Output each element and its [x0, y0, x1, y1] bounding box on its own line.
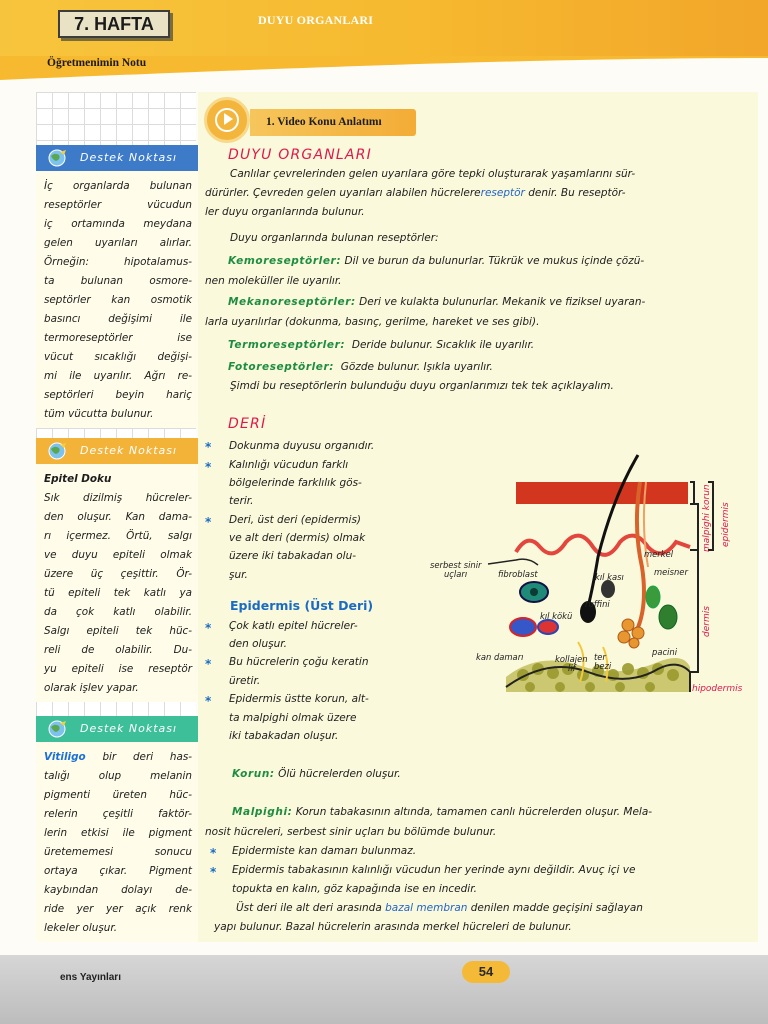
text-fragment: Üst deri ile alt deri arasında: [236, 902, 382, 914]
malpighi-term: Malpighi:: [232, 806, 293, 818]
mechanoreceptor-term: Mekanoreseptörler:: [228, 296, 356, 308]
globe-icon: [46, 148, 68, 168]
malpighi-bullet-2-line: Epidermis tabakasının kalınlığı vücudun her yerinde aynı değildir. Avuç içi ve: [232, 864, 636, 876]
skin-bullet-2-line: Kalınlığı vücudun farklı: [229, 459, 349, 471]
receptor-term: reseptör: [480, 187, 525, 199]
text-line: vücut sıcaklığı değişi-: [44, 351, 192, 363]
text-line: ride yer yer açık renk: [44, 903, 192, 915]
bullet-star: *: [205, 657, 212, 671]
footer-band: [0, 955, 768, 1024]
malpighi-bullet-1: Epidermiste kan damarı bulunmaz.: [232, 845, 417, 857]
epidermis-bullet-3-line: Epidermis üstte korun, alt-: [229, 693, 369, 705]
support-box-subtitle: Epitel Doku: [44, 473, 112, 485]
text-fragment: bir deri has-: [102, 751, 192, 763]
skin-bullet-1: Dokunma duyusu organıdır.: [229, 440, 375, 452]
text-fragment: denilen madde geçişini sağlayan: [470, 902, 643, 914]
korun-term: Korun:: [232, 768, 275, 780]
text-line: İç organlarda bulunan: [44, 180, 192, 192]
bullet-star: *: [205, 460, 212, 474]
text-line: rı içermez. Örtü, salgı: [44, 530, 192, 542]
closing-line: Şimdi bu reseptörlerin bulunduğu duyu organlarımızı tek tek açıklayalım.: [230, 380, 614, 392]
chemoreceptor-term: Kemoreseptörler:: [228, 255, 342, 267]
text-fragment: Deride bulunur. Sıcaklık ile uyarılır.: [351, 339, 535, 351]
skin-diagram: [428, 447, 758, 702]
text-line: üzere üç çeşittir. Ör-: [44, 568, 192, 580]
bullet-star: *: [205, 515, 212, 529]
text-line: üretememesi sonucu: [44, 846, 192, 858]
text-fragment: Deri ve kulakta bulunurlar. Mekanik ve fiziksel uyaran-: [359, 296, 646, 308]
text-line: den oluşur. Kan dama-: [44, 511, 192, 523]
label-hipodermis: hipodermis: [692, 684, 743, 694]
text-line: ve duyu epiteli olmak: [44, 549, 192, 561]
kil-kasi: [601, 580, 615, 598]
text-line: pigmenti üreten hüc-: [44, 789, 192, 801]
text-line: kaybından dolayı de-: [44, 884, 192, 896]
bullet-star: *: [205, 440, 212, 454]
epidermis-bullet-1-line: Çok katlı epitel hücreler-: [229, 620, 358, 632]
text-line: tü epiteli tek katlı ya: [44, 587, 192, 599]
support-box-header: [36, 716, 198, 742]
epidermis-bullet-2-line: üretir.: [229, 675, 261, 687]
section-title-sense-organs: DUYU ORGANLARI: [228, 147, 372, 163]
section-title-skin: DERİ: [228, 416, 267, 432]
bullet-star: *: [210, 865, 217, 879]
text-line: [44, 748, 192, 767]
bullet-star: *: [205, 694, 212, 708]
bullet-star: *: [205, 621, 212, 635]
text-fragment: Korun tabakasının altında, tamamen canlı hücrelerden oluşur. Mela-: [295, 806, 653, 818]
text-line: basıncı değişimi ile: [44, 313, 192, 325]
unit-title: DUYU ORGANLARI: [258, 13, 374, 27]
photoreceptor-term: Fotoreseptörler:: [228, 361, 335, 373]
support-box-text: [36, 464, 198, 702]
label-hair-muscle: kıl kası: [595, 572, 624, 582]
support-box-title: Destek Noktası: [80, 444, 178, 457]
text-line: gelen uyarıları alırlar.: [44, 237, 192, 249]
text-line: septörleri beyin hariç: [44, 389, 192, 401]
mechanoreceptor-line-2: larla uyarılırlar (dokunma, basınç, gerilme, hareket ve ses gibi).: [205, 316, 540, 328]
support-box-1: [36, 145, 198, 428]
globe-icon: [46, 441, 68, 461]
text-line: reseptörler vücudun: [44, 199, 192, 211]
video-lesson-label[interactable]: 1. Video Konu Anlatımı: [266, 116, 382, 128]
korun-line: [232, 768, 401, 780]
text-line: yu epiteli ise reseptör: [44, 663, 192, 675]
chemoreceptor-line-2: nen moleküller ile uyarılır.: [205, 275, 342, 287]
skin-bullet-3-line: üzere iki tabakadan olu-: [229, 550, 357, 562]
label-free-nerve: serbest sinir: [430, 560, 482, 570]
label-free-nerve: uçları: [444, 569, 468, 579]
label-merkel: merkel: [644, 549, 674, 559]
text-line: olarak işlev yapar.: [44, 682, 139, 694]
label-epidermis: epidermis: [721, 502, 731, 547]
text-fragment: Gözde bulunur. Işıkla uyarılır.: [340, 361, 493, 373]
epidermis-title: Epidermis (Üst Deri): [230, 598, 374, 613]
label-hair-root: kıl kökü: [540, 611, 573, 621]
label-sweat-gland: ter: [594, 652, 606, 662]
malpighi-line-2: nosit hücreleri, serbest sinir uçları bu bölümde bulunur.: [205, 826, 497, 838]
skin-bullet-2-line: bölgelerinde farklılık gös-: [229, 477, 362, 489]
skin-bullet-3-line: Deri, üst deri (epidermis): [229, 514, 362, 526]
intro-line-2: [205, 187, 626, 199]
text-line: reli de olabilir. Du-: [44, 644, 192, 656]
text-line: ta bulunan osmore-: [44, 275, 192, 287]
blood-vessel: [510, 618, 536, 636]
intro-line-1: Canlılar çevrelerinden gelen uyarılara göre tepki oluşturarak yaşamlarını sür-: [230, 168, 636, 180]
text-line: lekeler oluşur.: [44, 922, 117, 934]
mechanoreceptor-line-1: [228, 296, 645, 308]
epidermis-bullet-3-line: iki tabakadan oluşur.: [229, 730, 339, 742]
korun-layer: [516, 482, 688, 504]
text-line: iç ortamında meydana: [44, 218, 192, 230]
sweat-duct: [636, 482, 644, 632]
malpighi-line-1: [232, 806, 652, 818]
label-pacini: pacini: [652, 647, 678, 657]
text-line: relerin çeşitli faktör-: [44, 808, 192, 820]
text-line: da çok katlı olabilir.: [44, 606, 192, 618]
label-meisner: meisner: [654, 567, 688, 577]
text-fragment: Ölü hücrelerden oluşur.: [278, 768, 401, 780]
support-box-2: [36, 438, 198, 702]
skin-bullet-3-line: şur.: [229, 569, 248, 581]
support-box-title: Destek Noktası: [80, 151, 178, 164]
video-play-button[interactable]: [204, 97, 250, 143]
text-line: lerin etkisi ile pigment: [44, 827, 192, 839]
label-ruffini: ruffini: [585, 599, 610, 609]
label-sweat-gland: bezi: [594, 661, 612, 671]
label-blood-vessel: kan damarı: [476, 652, 524, 662]
teacher-note-label: Öğretmenimin Notu: [47, 57, 147, 69]
text-fragment: denir. Bu reseptör-: [528, 187, 626, 199]
thermoreceptor-line: [228, 339, 534, 351]
skin-bullet-2-line: terir.: [229, 495, 254, 507]
support-box-3: [36, 716, 198, 942]
play-icon: [224, 113, 233, 125]
basal-line-2: yapı bulunur. Bazal hücrelerin arasında merkel hücreleri de bulunur.: [214, 921, 572, 933]
text-fragment: Dil ve burun da bulunurlar. Tükrük ve mukus içinde çözü-: [344, 255, 645, 267]
page-number: 54: [462, 961, 510, 983]
basal-line-1: [236, 902, 643, 914]
photoreceptor-line: [228, 361, 493, 373]
thermoreceptor-term: Termoreseptörler:: [228, 339, 346, 351]
label-fibroblast: fibroblast: [498, 569, 538, 579]
support-box-header: [36, 145, 198, 171]
label-collagen: lif: [568, 663, 576, 673]
epidermis-bullet-2-line: Bu hücrelerin çoğu keratin: [229, 656, 369, 668]
malpighi-bullet-2-line: topukta en kalın, göz kapağında ise en incedir.: [232, 883, 477, 895]
support-box-text: [36, 742, 198, 942]
skin-bullet-3-line: ve alt deri (dermis) olmak: [229, 532, 366, 544]
label-collagen: kollajen: [555, 654, 588, 664]
label-dermis: dermis: [702, 606, 712, 637]
receptors-intro: Duyu organlarında bulunan reseptörler:: [230, 232, 439, 244]
globe-icon: [46, 719, 68, 739]
epidermis-bullet-3-line: ta malpighi olmak üzere: [229, 712, 357, 724]
support-box-title: Destek Noktası: [80, 722, 178, 735]
epidermis-bullet-1-line: den oluşur.: [229, 638, 287, 650]
intro-line-3: ler duyu organlarında bulunur.: [205, 206, 365, 218]
basal-membrane-term: bazal membran: [385, 902, 468, 914]
support-box-text: [36, 171, 198, 428]
free-nerve-pointer: [488, 559, 538, 565]
text-line: Salgı epiteli tek hüc-: [44, 625, 192, 637]
text-line: ortaya çıkar. Pigment: [44, 865, 192, 877]
text-line: tüm vücutta bulunur.: [44, 408, 154, 420]
text-line: termoreseptörler ise: [44, 332, 192, 344]
pacini-corpuscle: [659, 605, 677, 629]
support-box-header: [36, 438, 198, 464]
bullet-star: *: [210, 846, 217, 860]
meisner-corpuscle: [646, 586, 660, 608]
label-malpighi-korun: malpighi korun: [702, 484, 712, 552]
week-badge: 7. HAFTA: [58, 10, 170, 38]
chemoreceptor-line-1: [228, 255, 644, 267]
text-line: Sık dizilmiş hücreler-: [44, 492, 192, 504]
text-line: mi ile uyarılır. Ağrı re-: [44, 370, 192, 382]
publisher-logo: ens Yayınları: [60, 972, 121, 983]
text-line: Örneğin: hipotalamus-: [44, 256, 192, 268]
vitiligo-term: Vitiligo: [44, 751, 86, 763]
text-line: septörler kan osmotik: [44, 294, 192, 306]
text-line: talığı olup melanin: [44, 770, 192, 782]
text-fragment: dürürler. Çevreden gelen uyarıları alabilen hücrelere: [205, 187, 481, 199]
